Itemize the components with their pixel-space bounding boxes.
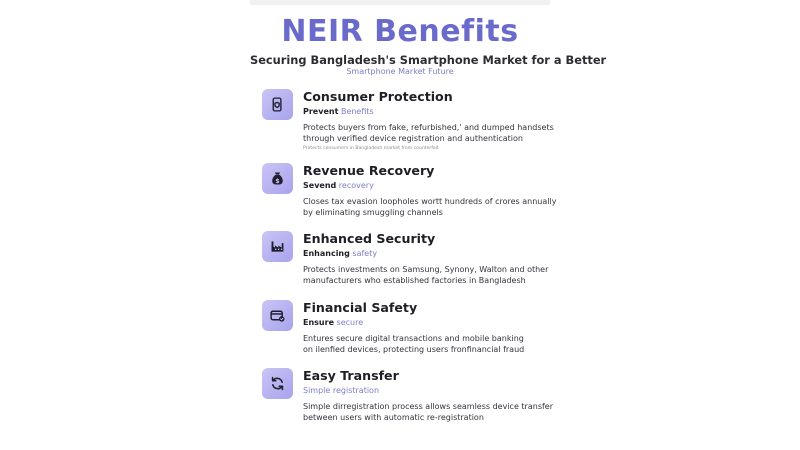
benefit-consumer-protection <box>262 89 554 151</box>
benefit-description-line: Protects investments on Samsung, Synony, Walton and other <box>303 265 549 274</box>
benefit-easy-transfer <box>262 368 554 430</box>
svg-text:$: $ <box>275 176 280 185</box>
benefit-tag-key: Prevent <box>303 107 339 116</box>
benefit-description <box>303 196 557 218</box>
phone-shield-icon <box>262 89 293 120</box>
benefit-title: Financial Safety <box>303 300 418 315</box>
benefit-tag-accent: safety <box>352 249 378 258</box>
refresh-icon <box>262 368 293 399</box>
benefit-description <box>303 401 554 423</box>
benefit-description <box>303 264 548 286</box>
benefit-financial-safety <box>262 300 542 362</box>
benefit-description-line: through verified device registration and authentication <box>303 134 523 143</box>
page-title: NEIR Benefits <box>281 14 519 49</box>
benefit-description <box>303 122 554 144</box>
benefit-title: Revenue Recovery <box>303 163 435 178</box>
benefit-tag <box>303 249 377 258</box>
benefit-description-line: Closes tax evasion loopholes wortt hundreds of crores annually <box>303 197 557 206</box>
benefit-tag <box>303 386 379 395</box>
benefit-description-line: between users with automatic re-registration <box>303 413 484 422</box>
benefit-tag <box>303 318 363 327</box>
benefit-tag-accent: secure <box>336 318 364 327</box>
benefit-tag-key: Ensure <box>303 318 334 327</box>
benefit-enhanced-security <box>262 231 549 293</box>
benefit-revenue-recovery <box>262 163 557 225</box>
benefit-description-line: Protects buyers from fake, refurbished,' and dumped handsets <box>303 123 554 132</box>
money-bag-icon <box>262 163 293 194</box>
benefit-tag-key: Sevend <box>303 181 337 190</box>
benefit-title: Enhanced Security <box>303 231 436 246</box>
benefit-title: Consumer Protection <box>303 89 453 104</box>
benefit-tag-accent: Simple registration <box>303 386 380 395</box>
benefit-tag-accent: Benefits <box>340 107 374 116</box>
secure-card-icon <box>262 300 293 331</box>
page-subtitle: Securing Bangladesh's Smartphone Market for a Better <box>250 53 607 67</box>
benefit-tag <box>303 107 374 116</box>
factory-icon <box>262 231 293 262</box>
card-top-bar <box>250 0 550 5</box>
benefits-card <box>250 0 607 450</box>
benefit-tag <box>303 181 374 190</box>
benefit-tag-accent: recovery <box>338 181 374 190</box>
benefit-description-line: on ilenfied devices, protecting users fronfinancial fraud <box>303 345 525 354</box>
benefit-fine-print: Protects consumers in Bangladesh market from counterfeit <box>303 146 439 151</box>
benefit-description-line: Entures secure digital transactions and mobile banking <box>303 334 524 343</box>
benefit-tag-key: Enhancing <box>303 249 350 258</box>
benefit-description-line: manufacturers who established factories in Bangladesh <box>303 276 526 285</box>
page-subtitle-line2: Smartphone Market Future <box>346 67 454 76</box>
benefit-title: Easy Transfer <box>303 368 399 383</box>
benefit-description <box>303 333 548 355</box>
benefit-description-line: by eliminating smuggling channels <box>303 208 443 217</box>
benefit-description-line: Simple dirregistration process allows seamless device transfer <box>303 402 554 411</box>
